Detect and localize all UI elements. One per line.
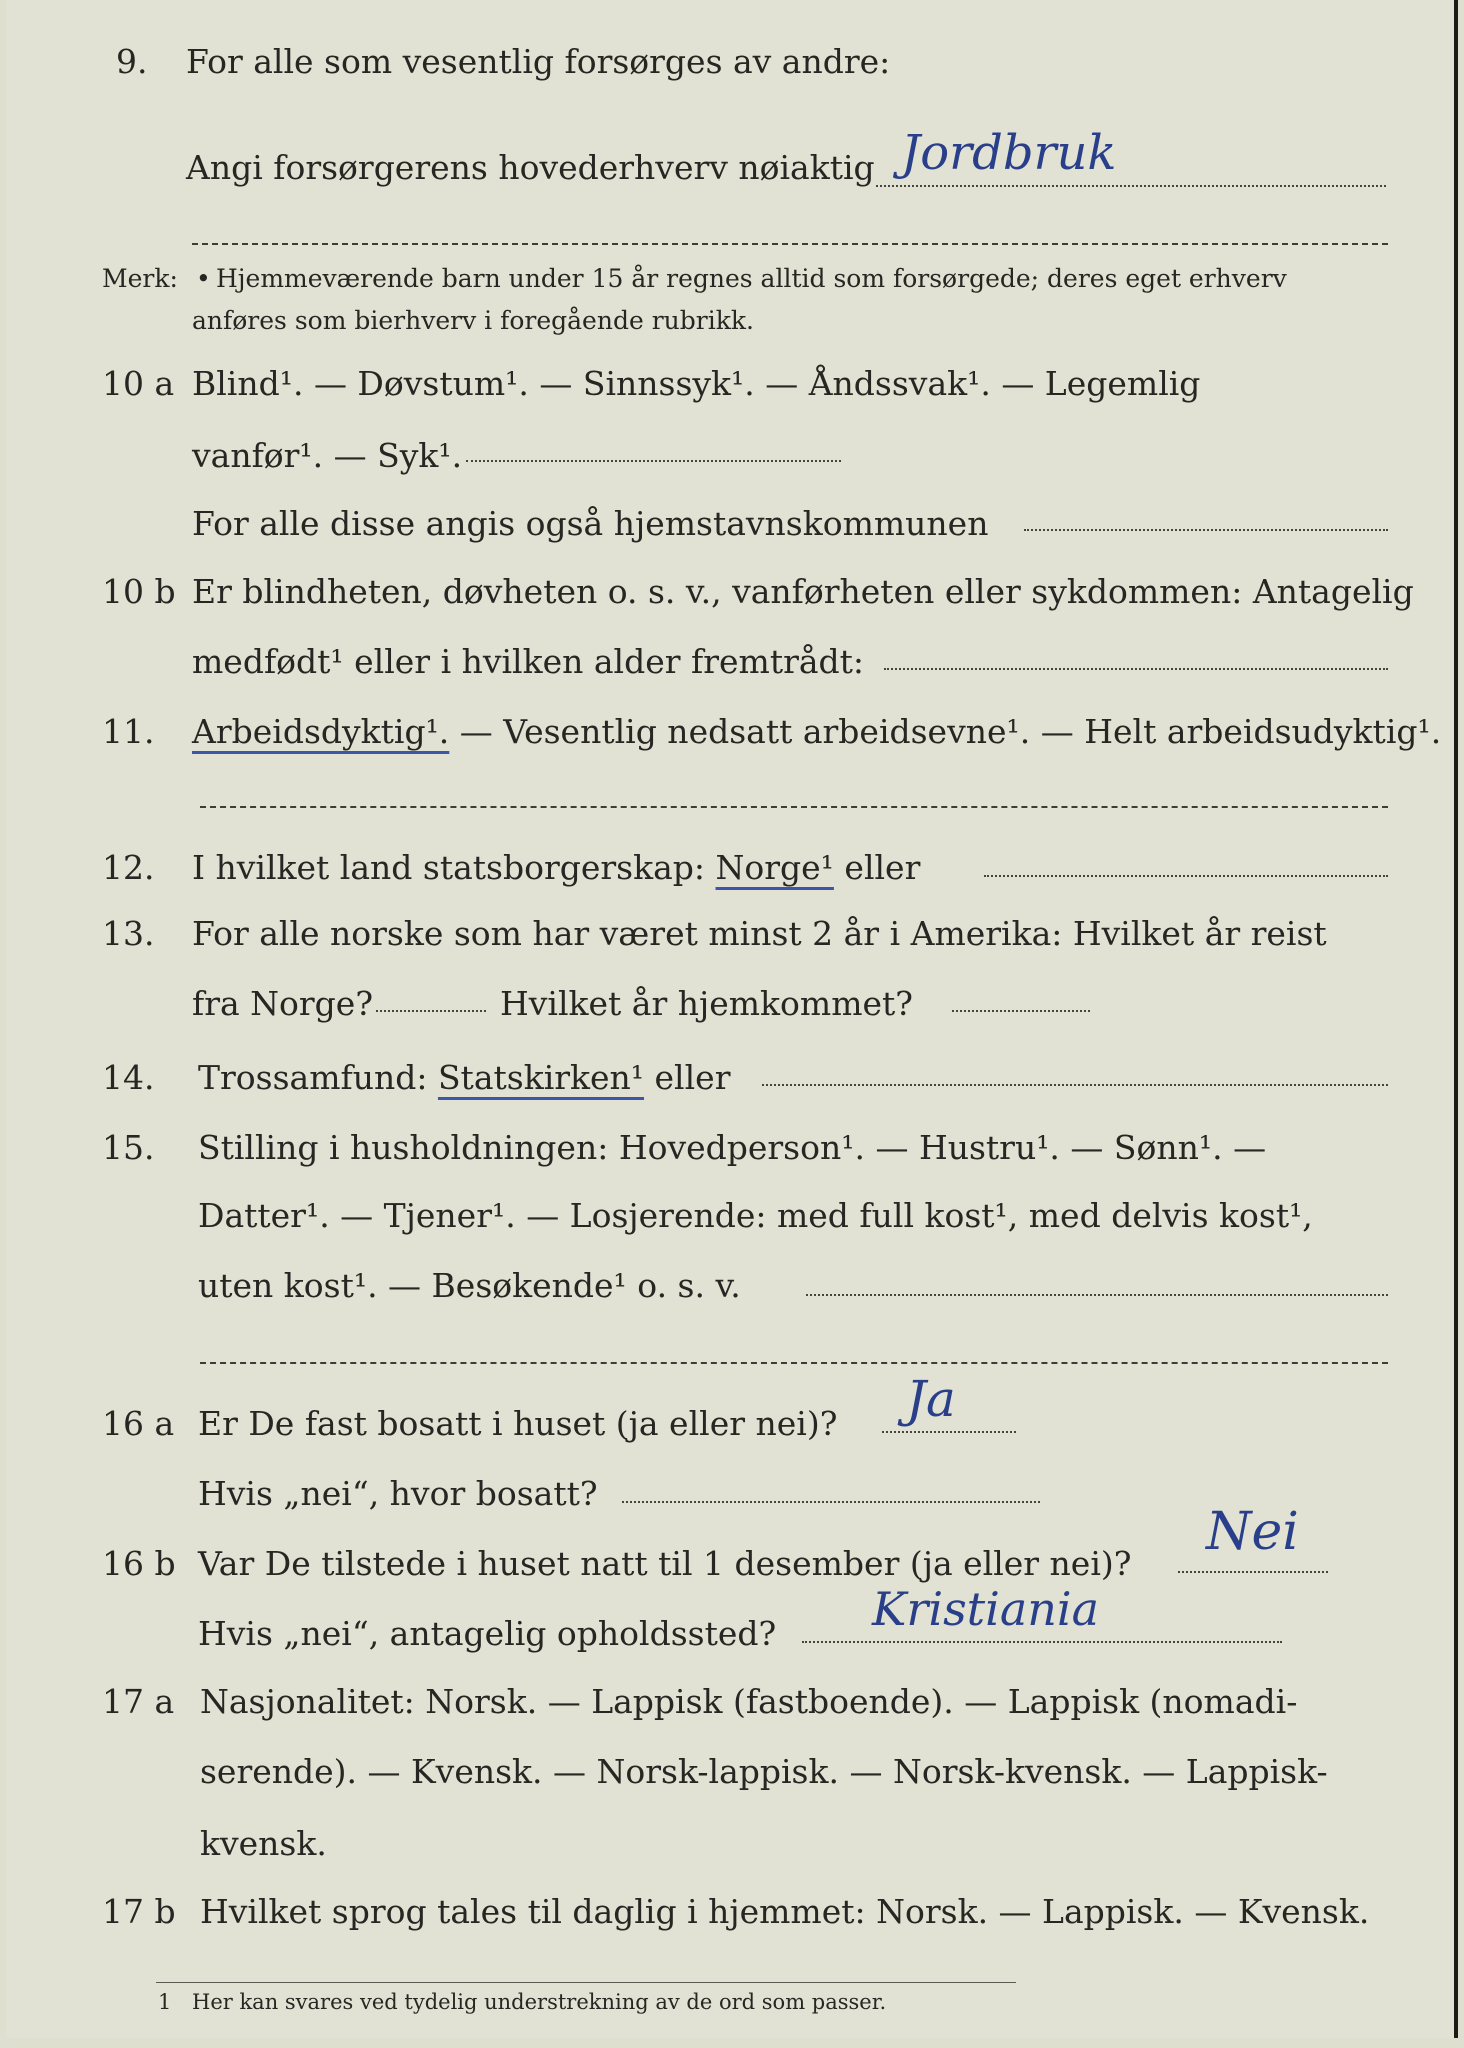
q13-line1: For alle norske som har været minst 2 år i Amerika: Hvilket år reist bbox=[192, 914, 1327, 953]
q10b-number: 10 b bbox=[102, 572, 176, 611]
footnote-text: Her kan svares ved tydelig understrekning av de ord som passer. bbox=[192, 1990, 887, 2014]
q16a-number: 16 a bbox=[102, 1404, 175, 1443]
q13-reist-line bbox=[376, 1010, 486, 1012]
q9-number: 9. bbox=[116, 42, 148, 81]
merk-bullet-icon: • bbox=[196, 264, 211, 293]
q16b-opholdssted-line bbox=[802, 1641, 1282, 1643]
q11-extra-answer-line bbox=[200, 806, 1388, 808]
q17a-line1: Nasjonalitet: Norsk. — Lappisk (fastboende). — Lappisk (nomadi- bbox=[200, 1682, 1298, 1721]
q12-option-norge: Norge¹ bbox=[715, 848, 834, 887]
q16a-line1: Er De fast bosatt i huset (ja eller nei)? bbox=[198, 1404, 838, 1443]
q15-line2: Datter¹. — Tjener¹. — Losjerende: med full kost¹, med delvis kost¹, bbox=[198, 1196, 1313, 1235]
q10a-line3: For alle disse angis også hjemstavnskommunen bbox=[192, 504, 989, 543]
q14-answer-line bbox=[762, 1084, 1388, 1086]
q13-line2b: Hvilket år hjemkommet? bbox=[500, 984, 913, 1023]
q10a-answer-line bbox=[466, 460, 841, 462]
q14-line bbox=[198, 1058, 730, 1098]
q10a-kommune-line bbox=[1024, 529, 1388, 531]
q17a-line3: kvensk. bbox=[200, 1824, 327, 1863]
q10b-answer-line bbox=[884, 668, 1388, 670]
q15-extra-answer-line bbox=[200, 1362, 1388, 1364]
q16a-answer-line bbox=[882, 1431, 1016, 1433]
q16a-bosatt-line bbox=[622, 1501, 1040, 1503]
form-page bbox=[6, 0, 1458, 2038]
q13-hjemkommet-line bbox=[952, 1010, 1090, 1012]
q9-extra-answer-line bbox=[192, 243, 1388, 245]
q17a-number: 17 a bbox=[102, 1682, 175, 1721]
q11-option-arbeidsdyktig: Arbeidsdyktig¹. bbox=[192, 712, 450, 751]
q16a-line2: Hvis „nei“, hvor bosatt? bbox=[198, 1474, 598, 1513]
footnote-mark: 1 bbox=[158, 1990, 172, 2014]
q12-answer-line bbox=[984, 875, 1388, 877]
q12-line bbox=[192, 848, 920, 888]
q10a-number: 10 a bbox=[102, 364, 175, 403]
q12-number: 12. bbox=[102, 848, 155, 887]
q12-pre: I hvilket land statsborgerskap: bbox=[192, 848, 716, 887]
q9-line2: Angi forsørgerens hovederhverv nøiaktig bbox=[186, 148, 875, 187]
q13-number: 13. bbox=[102, 914, 155, 953]
q17b-number: 17 b bbox=[102, 1892, 176, 1931]
q9-line1: For alle som vesentlig forsørges av andre: bbox=[186, 42, 891, 81]
q11-rest: — Vesentlig nedsatt arbeidsevne¹. — Helt arbeidsudyktig¹. bbox=[449, 712, 1442, 751]
q16b-number: 16 b bbox=[102, 1544, 176, 1583]
footnote-separator bbox=[156, 1982, 1016, 1983]
merk-label: Merk: bbox=[102, 264, 178, 293]
q16a-answer-handwriting: Ja bbox=[906, 1370, 956, 1428]
q10b-line2: medfødt¹ eller i hvilken alder fremtrådt: bbox=[192, 642, 865, 681]
q12-post: eller bbox=[833, 848, 921, 887]
q17b-line1: Hvilket sprog tales til daglig i hjemmet: Norsk. — Lappisk. — Kvensk. bbox=[200, 1892, 1370, 1931]
q15-answer-line bbox=[806, 1294, 1388, 1296]
q9-answer-handwriting: Jordbruk bbox=[901, 125, 1117, 181]
q16b-line1: Var De tilstede i huset natt til 1 desember (ja eller nei)? bbox=[198, 1544, 1132, 1583]
q15-line1: Stilling i husholdningen: Hovedperson¹. — Hustru¹. — Sønn¹. — bbox=[198, 1128, 1267, 1167]
q11-number: 11. bbox=[102, 712, 155, 751]
q9-answer-line bbox=[876, 185, 1386, 187]
q16b-opholdssted-handwriting: Kristiania bbox=[872, 1582, 1100, 1636]
q16b-answer-handwriting: Nei bbox=[1206, 1502, 1299, 1562]
q14-post: eller bbox=[644, 1058, 731, 1097]
q14-number: 14. bbox=[102, 1058, 155, 1097]
q10a-line1: Blind¹. — Døvstum¹. — Sinnssyk¹. — Åndssvak¹. — Legemlig bbox=[192, 364, 1201, 403]
q15-line3: uten kost¹. — Besøkende¹ o. s. v. bbox=[198, 1266, 741, 1305]
q17a-line2: serende). — Kvensk. — Norsk-lappisk. — Norsk-kvensk. — Lappisk- bbox=[200, 1752, 1328, 1791]
q10b-line1: Er blindheten, døvheten o. s. v., vanførheten eller sykdommen: Antagelig bbox=[192, 572, 1414, 611]
merk-line2: anføres som bierhverv i foregående rubrikk. bbox=[192, 306, 754, 335]
q11-line bbox=[192, 712, 1441, 752]
q13-line2a: fra Norge? bbox=[192, 984, 374, 1023]
q15-number: 15. bbox=[102, 1128, 155, 1167]
q10a-line2: vanfør¹. — Syk¹. bbox=[192, 436, 463, 475]
q16b-answer-line bbox=[1178, 1571, 1328, 1573]
q14-pre: Trossamfund: bbox=[198, 1058, 438, 1097]
merk-line1: Hjemmeværende barn under 15 år regnes alltid som forsørgede; deres eget erhverv bbox=[216, 264, 1287, 293]
q16b-line2: Hvis „nei“, antagelig opholdssted? bbox=[198, 1614, 777, 1653]
q14-option-statskirken: Statskirken¹ bbox=[437, 1058, 645, 1097]
